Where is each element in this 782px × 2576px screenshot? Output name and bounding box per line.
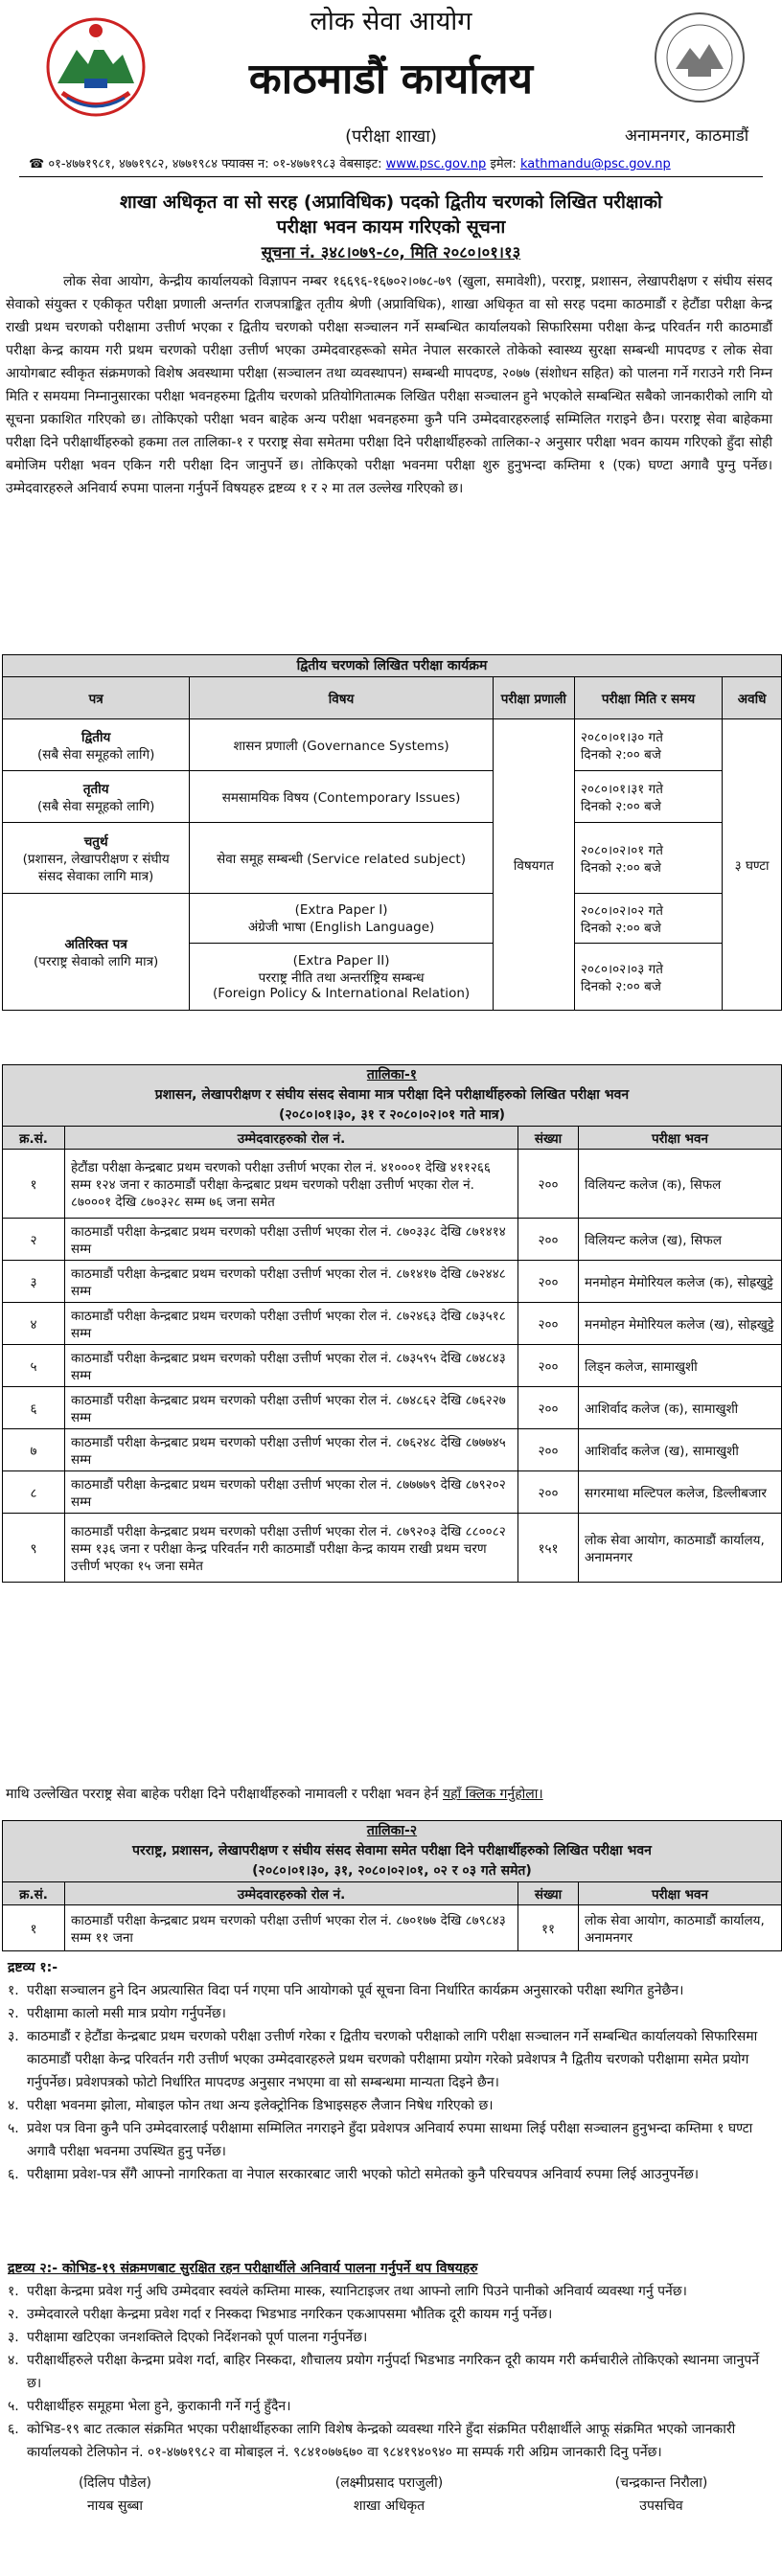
row-venue: मनमोहन मेमोरियल कलेज (क), सोह्रखुट्टे: [579, 1261, 782, 1303]
table-row: [3, 1150, 782, 1219]
row-count: २००: [518, 1261, 579, 1303]
col-duration: अवधि: [723, 677, 782, 719]
table-row: [3, 1429, 782, 1471]
col-venue: परीक्षा भवन: [579, 1882, 782, 1905]
subject: परराष्ट्र नीति तथा अन्तर्राष्ट्रिय सम्बन्ध: [258, 969, 425, 986]
row-sn: ६: [3, 1387, 65, 1429]
row-roll: काठमाडौं परीक्षा केन्द्रबाट प्रथम चरणको परीक्षा उत्तीर्ण भएका रोल नं. ८७९२०३ देखि ८८००८२ सम्म १३६ जना र परीक्षा केन्द्र परिवर्तन गरी काठमाडौं परीक्षा केन्द्र कायम राखी प्रथम चरण उत्तीर्ण भएका १५ जना समेत: [65, 1514, 518, 1583]
exam-date: २०८०।०२।०१ गते: [580, 842, 663, 858]
note-text: परीक्षामा कालो मसी मात्र प्रयोग गर्नुपर्नेछ।: [27, 2006, 226, 2021]
notice-title-line1: शाखा अधिकृत वा सो सरह (अप्राविधिक) पदको द्वितीय चरणको लिखित परीक्षाको: [120, 192, 662, 213]
table-row: [3, 1387, 782, 1429]
note-item: [8, 1979, 774, 2002]
note-text: कोभिड-१९ बाट तत्काल संक्रमित भएका परीक्षार्थीहरुका लागि विशेष केन्द्रको व्यवस्था गरिने हुँदा संक्रमित परीक्षार्थीले आफू संक्रमित भएको जानकारी कार्यालयको टेलिफोन नं. ०१-४७७१९८२ वा मोबाइल नं. ९८४१०७७६७० वा ९८४१९४०९४० मा सम्पर्क गरी अग्रिम जानकारी दिनु पर्नेछ।: [27, 2422, 736, 2460]
subject-en: (Foreign Policy & International Relation): [212, 985, 471, 1001]
note-text: उम्मेदवारले परीक्षा केन्द्रमा प्रवेश गर्दा र निस्कदा भिडभाड नगरिकन एकआपसमा भौतिक दूरी कायम गर्नु पर्नेछ।: [27, 2307, 553, 2322]
row-sn: २: [3, 1219, 65, 1261]
link-line-text: माथि उल्लेखित परराष्ट्र सेवा बाहेक परीक्षा दिने परीक्षार्थीहरुको नामावली र परीक्षा भवन हेर्न: [6, 1787, 439, 1802]
schedule-row: [3, 894, 782, 944]
schedule-heading: द्वितीय चरणको लिखित परीक्षा कार्यक्रम: [2, 654, 782, 677]
row-sn: ७: [3, 1429, 65, 1471]
list-link-line: [6, 1785, 772, 1803]
table-row: [3, 1514, 782, 1583]
exam-time: दिनको २:०० बजे: [580, 746, 661, 763]
signatory-name: (चन्द्रकान्त निरौला): [614, 2475, 708, 2491]
notes1-list: [8, 1979, 774, 2186]
col-sn: क्र.सं.: [3, 1882, 65, 1905]
col-sn: क्र.सं.: [3, 1127, 65, 1150]
table2-title: परराष्ट्र, प्रशासन, लेखापरीक्षण र संघीय संसद सेवामा समेत परीक्षा दिने परीक्षार्थीहरुको लिखित परीक्षा भवन: [132, 1843, 652, 1858]
row-venue: लिड्न कलेज, सामाखुशी: [579, 1345, 782, 1387]
note-number: ६.: [8, 2167, 19, 2182]
table-row: [3, 1261, 782, 1303]
col-roll: उम्मेदवारहरुको रोल नं.: [65, 1882, 518, 1905]
signatory-name: (दिलिप पौडेल): [78, 2475, 152, 2491]
row-count: २००: [518, 1150, 579, 1219]
row-count: २००: [518, 1345, 579, 1387]
signature-3: [565, 2472, 757, 2518]
schedule-row: [3, 719, 782, 771]
row-roll: काठमाडौं परीक्षा केन्द्रबाट प्रथम चरणको परीक्षा उत्तीर्ण भएका रोल नं. ८७६२४८ देखि ८७७७४५ सम्म: [65, 1429, 518, 1471]
header-divider: [19, 176, 763, 177]
row-sn: ४: [3, 1303, 65, 1345]
exam-date: २०८०।०२।०३ गते: [580, 961, 663, 977]
row-venue: मनमोहन मेमोरियल कलेज (ख), सोह्रखुट्टे: [579, 1303, 782, 1345]
subject: शासन प्रणाली (Governance Systems): [190, 719, 493, 771]
col-paper: पत्र: [3, 677, 190, 719]
row-venue: लोक सेवा आयोग, काठमाडौं कार्यालय, अनामनगर: [579, 1905, 782, 1951]
note-item: [8, 2163, 774, 2186]
row-venue: सगरमाथा मल्टिपल कलेज, डिल्लीबजार: [579, 1471, 782, 1514]
exam-time: दिनको २:०० बजे: [580, 798, 661, 814]
paper-name: अतिरिक्त पत्र: [64, 936, 127, 952]
note-text: परीक्षामा प्रवेश-पत्र सँगै आफ्नो नागरिकता वा नेपाल सरकारबाट जारी भएको फोटो समेतको कुनै परिचयपत्र अनिवार्य रुपमा लिई आउनुपर्नेछ।: [27, 2167, 700, 2182]
signatory-title: शाखा अधिकृत: [353, 2498, 426, 2514]
exam-system: विषयगत: [493, 719, 574, 1011]
row-roll: काठमाडौं परीक्षा केन्द्रबाट प्रथम चरणको परीक्षा उत्तीर्ण भएका रोल नं. ८७०३३८ देखि ८७१४१४ सम्म: [65, 1219, 518, 1261]
branch-name: (परीक्षा शाखा): [345, 126, 437, 147]
notes2: [8, 2257, 774, 2464]
table1-title: प्रशासन, लेखापरीक्षण र संघीय संसद सेवामा मात्र परीक्षा दिने परीक्षार्थीहरुको लिखित परीक्षा भवन: [154, 1087, 630, 1103]
col-system: परीक्षा प्रणाली: [493, 677, 574, 719]
exam-time: दिनको २:०० बजे: [580, 978, 661, 994]
office-name: काठमाडौं कार्यालय: [248, 55, 534, 103]
note-item: [8, 2280, 774, 2303]
table1-heading: [2, 1064, 782, 1128]
notes2-list: [8, 2280, 774, 2464]
table1-subtitle: (२०८०।०१।३०, ३१ र २०८०।०२।०१ गते मात्र): [278, 1107, 506, 1123]
row-venue: विलियन्ट कलेज (क), सिफल: [579, 1150, 782, 1219]
signatory-name: (लक्ष्मीप्रसाद पराजुली): [334, 2475, 444, 2491]
row-count: ११: [518, 1905, 579, 1951]
table1-label: तालिका-१: [366, 1067, 418, 1083]
notice-number: सूचना नं. ३४८।०७९-८०, मिति २०८०।०१।१३: [261, 243, 521, 262]
paper-sub: (परराष्ट्र सेवाको लागि मात्र): [34, 953, 159, 969]
note-item: [8, 2418, 774, 2464]
notes1-heading: द्रष्टव्य १:-: [8, 1960, 58, 1975]
row-count: २००: [518, 1219, 579, 1261]
notice-paragraph: लोक सेवा आयोग, केन्द्रीय कार्यालयको विज्ञापन नम्बर १६६९६-१६७०२।०७८-७९ (खुला, समावेशी), परराष्ट्र, प्रशासन, लेखापरीक्षण र संघीय संसद सेवाको संयुक्त र एकीकृत परीक्षा प्रणाली अन्तर्गत राजपत्राङ्कित तृतीय श्रेणी (अप्राविधिक), शाखा अधिकृत वा सो सरह पदमा काठमाडौं र हेटौंडा परीक्षा केन्द्र राखी प्रथम चरणको परीक्षामा उत्तीर्ण भएका र द्वितीय चरणको परीक्षा सञ्चालन गर्ने सम्बन्धित कार्यालयको सिफारिसमा परीक्षा केन्द्र परिवर्तन गरी काठमाडौं परीक्षा केन्द्र कायम गरी प्रथम चरणको परीक्षा उत्तीर्ण भएका उम्मेदवारहरूको समेत नेपाल सरकारले तोकेको स्वास्थ्य सुरक्षा सम्बन्धी मापदण्ड र लोक सेवा आयोगबाट स्वीकृत संक्रमणको विशेष अवस्थामा परीक्षा (सञ्चालन तथा व्यवस्थापन) सम्बन्धी मापदण्ड, २०७७ (संशोधन सहित) को पालना गर्ने गराउने गरी निम्न मिति र समयमा निम्नानुसारका परीक्षा भवनहरुमा द्वितीय चरणको प्रतियोगितात्मक लिखित परीक्षा सञ्चालन हुने भएकोले सम्बन्धित सबैको जानकारीको लागि यो सूचना प्रकाशित गरिएको छ। तोकिएको परीक्षा भवन बाहेक अन्य परीक्षा भवनहरुमा कुनै पनि उम्मेदवारहरुलाई सम्मिलित गराइने छैन। परराष्ट्र सेवा बाहेकमा परीक्षा दिने परीक्षार्थीहरुको हकमा तल तालिका-१ र परराष्ट्र सेवा समेतमा परीक्षा दिने परीक्षार्थीहरुको तालिका-२ अनुसार परीक्षा भवन कायम गरिएको हुँदा सोही बमोजिम परीक्षा भवन एकिन गरी परीक्षा दिन जानुपर्ने छ। तोकिएको परीक्षा भवनमा परीक्षा शुरु हुनुभन्दा कम्तिमा १ (एक) घण्टा अगावै पुग्नु पर्नेछ। उम्मेदवारहरुले अनिवार्य रुपमा पालना गर्नुपर्ने विषयहरु द्रष्टव्य १ र २ मा तल उल्लेख गरिएको छ।: [6, 274, 772, 496]
schedule-row: [3, 823, 782, 894]
row-sn: ९: [3, 1514, 65, 1583]
row-roll: काठमाडौं परीक्षा केन्द्रबाट प्रथम चरणको परीक्षा उत्तीर्ण भएका रोल नं. ८७३५९५ देखि ८७४८४३ सम्म: [65, 1345, 518, 1387]
table2: [2, 1881, 782, 1951]
extra-paper-label: (Extra Paper I): [294, 901, 388, 918]
note-number: २.: [8, 2006, 19, 2021]
phone-fax: ☎ ०१-४७७१९८१, ४७७१९८२, ४७७१९८४ फ्याक्स न: ०१-४७७१९८३ वेबसाइट:: [29, 157, 382, 171]
col-roll: उम्मेदवारहरुको रोल नं.: [65, 1127, 518, 1150]
signature-2: [293, 2472, 485, 2518]
col-datetime: परीक्षा मिति र समय: [574, 677, 722, 719]
note-item: [8, 2025, 774, 2094]
exam-time: दिनको २:०० बजे: [580, 920, 661, 936]
table-row: [3, 1219, 782, 1261]
note-text: काठमाडौं र हेटौंडा केन्द्रबाट प्रथम चरणको परीक्षा उत्तीर्ण गरेका र द्वितीय चरणको परीक्षाको लागि परीक्षा सञ्चालन गर्ने सम्बन्धित कार्यालयको सिफारिसमा काठमाडौं परीक्षा केन्द्र परिवर्तन गरी उत्तीर्ण भएका उम्मेदवारहरुले प्रथम चरणको परीक्षामा प्रयोग गरेको प्रवेशपत्र नै द्वितीय चरणको परीक्षामा समेत प्रयोग गर्नुपर्नेछ। प्रवेशपत्रको फोटो निर्धारित मापदण्ड अनुसार नभएमा वा सो सम्बन्धमा मान्यता दिइने छैन।: [27, 2029, 758, 2090]
row-count: २००: [518, 1429, 579, 1471]
schedule-table: [2, 676, 782, 1011]
exam-time: दिनको २:०० बजे: [580, 859, 661, 876]
email-link[interactable]: kathmandu@psc.gov.np: [519, 157, 671, 171]
email-label: इमेल:: [490, 157, 517, 171]
schedule-row: [3, 771, 782, 823]
note-text: परीक्षा केन्द्रमा प्रवेश गर्नु अघि उम्मेदवार स्वयंले कम्तिमा मास्क, स्यानिटाइजर तथा आफ्नो लागि पिउने पानीको अनिवार्य व्यवस्था गर्नु पर्नेछ।: [27, 2284, 687, 2299]
contact-line: [29, 154, 776, 171]
table1: [2, 1126, 782, 1583]
table-row: [3, 1471, 782, 1514]
note-item: [8, 2303, 774, 2326]
table-row: [3, 1303, 782, 1345]
notes1: [8, 1956, 774, 2186]
row-roll: हेटौंडा परीक्षा केन्द्रबाट प्रथम चरणको परीक्षा उत्तीर्ण भएका रोल नं. ४१०००१ देखि ४११२६६ सम्म १२४ जना र काठमाडौं परीक्षा केन्द्रबाट प्रथम चरणको परीक्षा उत्तीर्ण भएका रोल नं. ८७०००१ देखि ८७०३२८ सम्म ७६ जना समेत: [65, 1150, 518, 1219]
note-text: परीक्षा भवनमा झोला, मोबाइल फोन तथा अन्य इलेक्ट्रोनिक डिभाइसहरु लैजान निषेध गरिएको छ।: [27, 2098, 494, 2113]
subject: अंग्रेजी भाषा (English Language): [247, 919, 435, 935]
note-item: [8, 2349, 774, 2395]
row-roll: काठमाडौं परीक्षा केन्द्रबाट प्रथम चरणको परीक्षा उत्तीर्ण भएका रोल नं. ८७०१७७ देखि ८७९८४३ सम्म ११ जना: [65, 1905, 518, 1951]
col-subject: विषय: [190, 677, 493, 719]
note-number: ६.: [8, 2422, 19, 2437]
office-location: अनामनगर, काठमाडौं: [625, 126, 749, 146]
exam-duration: ३ घण्टा: [723, 719, 782, 1011]
extra-paper-label: (Extra Paper II): [292, 952, 390, 969]
paper-sub: (प्रशासन, लेखापरीक्षण र संघीय संसद सेवाका लागि मात्र): [22, 851, 170, 884]
note-item: [8, 2326, 774, 2349]
exam-date: २०८०।०१।३१ गते: [580, 781, 663, 797]
row-sn: १: [3, 1905, 65, 1951]
row-venue: आशिर्वाद कलेज (क), सामाखुशी: [579, 1387, 782, 1429]
row-count: २००: [518, 1387, 579, 1429]
note-text: परीक्षामा खटिएका जनशक्तिले दिएको निर्देशनको पूर्ण पालना गर्नुपर्नेछ।: [27, 2330, 368, 2345]
note-text: प्रवेश पत्र विना कुनै पनि उम्मेदवारलाई परीक्षामा सम्मिलित नगराइने हुँदा प्रवेशपत्र अनिवार्य रुपमा साथमा लिई परीक्षा सञ्चालन हुनुभन्दा कम्तिमा १ घण्टा अगावै परीक्षा भवनमा उपस्थित हुनु पर्नेछ।: [27, 2121, 753, 2159]
row-venue: लोक सेवा आयोग, काठमाडौं कार्यालय, अनामनगर: [579, 1514, 782, 1583]
website-link[interactable]: www.psc.gov.np: [385, 157, 487, 171]
exam-date: २०८०।०१।३० गते: [580, 729, 663, 745]
paper-name: तृतीय: [82, 781, 109, 797]
note-item: [8, 2094, 774, 2117]
row-roll: काठमाडौं परीक्षा केन्द्रबाट प्रथम चरणको परीक्षा उत्तीर्ण भएका रोल नं. ८७७७७९ देखि ८७९२०२ सम्म: [65, 1471, 518, 1514]
note-item: [8, 2117, 774, 2163]
org-name: लोक सेवा आयोग: [310, 7, 472, 36]
note-number: १.: [8, 2284, 19, 2299]
click-here-link[interactable]: यहाँ क्लिक गर्नुहोला।: [442, 1787, 543, 1802]
paper-sub: (सबै सेवा समूहको लागि): [36, 798, 155, 814]
col-count: संख्या: [518, 1882, 579, 1905]
note-number: ५.: [8, 2399, 19, 2414]
row-roll: काठमाडौं परीक्षा केन्द्रबाट प्रथम चरणको परीक्षा उत्तीर्ण भएका रोल नं. ८७४८६२ देखि ८७६२२७ सम्म: [65, 1387, 518, 1429]
row-count: १५१: [518, 1514, 579, 1583]
row-count: २००: [518, 1471, 579, 1514]
subject: सेवा समूह सम्बन्धी (Service related subject): [190, 823, 493, 894]
paper-sub: (सबै सेवा समूहको लागि): [36, 746, 155, 763]
row-venue: आशिर्वाद कलेज (ख), सामाखुशी: [579, 1429, 782, 1471]
row-venue: विलियन्ट कलेज (ख), सिफल: [579, 1219, 782, 1261]
table-row: [3, 1905, 782, 1951]
row-sn: ८: [3, 1471, 65, 1514]
row-roll: काठमाडौं परीक्षा केन्द्रबाट प्रथम चरणको परीक्षा उत्तीर्ण भएका रोल नं. ८७२४६३ देखि ८७३५१८ सम्म: [65, 1303, 518, 1345]
note-text: परीक्षार्थीहरुले परीक्षा केन्द्रमा प्रवेश गर्दा, बाहिर निस्कदा, शौचालय प्रयोग गर्नुपर्दा भिडभाड नगरिकन दूरी कायम गरी कर्मचारीले तोकिएको स्थानमा जानुपर्ने छ।: [27, 2353, 760, 2391]
signatory-title: नायब सुब्बा: [87, 2498, 143, 2514]
table2-subtitle: (२०८०।०१।३०, ३१, २०८०।०२।०१, ०२ र ०३ गते समेत): [252, 1863, 532, 1879]
col-venue: परीक्षा भवन: [579, 1127, 782, 1150]
row-roll: काठमाडौं परीक्षा केन्द्रबाट प्रथम चरणको परीक्षा उत्तीर्ण भएका रोल नं. ८७१४१७ देखि ८७२४४८ सम्म: [65, 1261, 518, 1303]
note-item: [8, 2395, 774, 2418]
row-sn: ३: [3, 1261, 65, 1303]
signatory-title: उपसचिव: [639, 2498, 683, 2514]
signature-1: [19, 2472, 211, 2518]
note-number: ३.: [8, 2330, 19, 2345]
note-number: ४.: [8, 2098, 19, 2113]
paper-name: द्वितीय: [81, 729, 111, 745]
note-item: [8, 2002, 774, 2025]
table2-heading: [2, 1820, 782, 1883]
subject: समसामयिक विषय (Contemporary Issues): [190, 771, 493, 823]
note-text: परीक्षार्थीहरु समूहमा भेला हुने, कुराकानी गर्ने गर्नु हुँदैन।: [27, 2399, 291, 2414]
note-number: ३.: [8, 2029, 19, 2044]
row-sn: १: [3, 1150, 65, 1219]
note-text: परीक्षा सञ्चालन हुने दिन अप्रत्यासित विदा पर्न गएमा पनि आयोगको पूर्व सूचना विना निर्धारित कार्यक्रम अनुसारको परीक्षा स्थगित हुनेछैन।: [27, 1983, 684, 1998]
notes2-heading: द्रष्टव्य २:- कोभिड-१९ संक्रमणबाट सुरक्षित रहन परीक्षार्थीले अनिवार्य पालना गर्नुपर्ने थप विषयहरु: [8, 2261, 478, 2276]
row-count: २००: [518, 1303, 579, 1345]
exam-date: २०८०।०२।०२ गते: [580, 902, 663, 919]
notice-title-line2: परीक्षा भवन कायम गरिएको सूचना: [276, 217, 506, 238]
col-count: संख्या: [518, 1127, 579, 1150]
paper-name: चतुर्थ: [83, 833, 108, 850]
note-number: ४.: [8, 2353, 19, 2368]
note-number: २.: [8, 2307, 19, 2322]
note-number: ५.: [8, 2121, 19, 2136]
note-number: १.: [8, 1983, 19, 1998]
row-sn: ५: [3, 1345, 65, 1387]
table-row: [3, 1345, 782, 1387]
table2-label: तालिका-२: [366, 1823, 418, 1838]
